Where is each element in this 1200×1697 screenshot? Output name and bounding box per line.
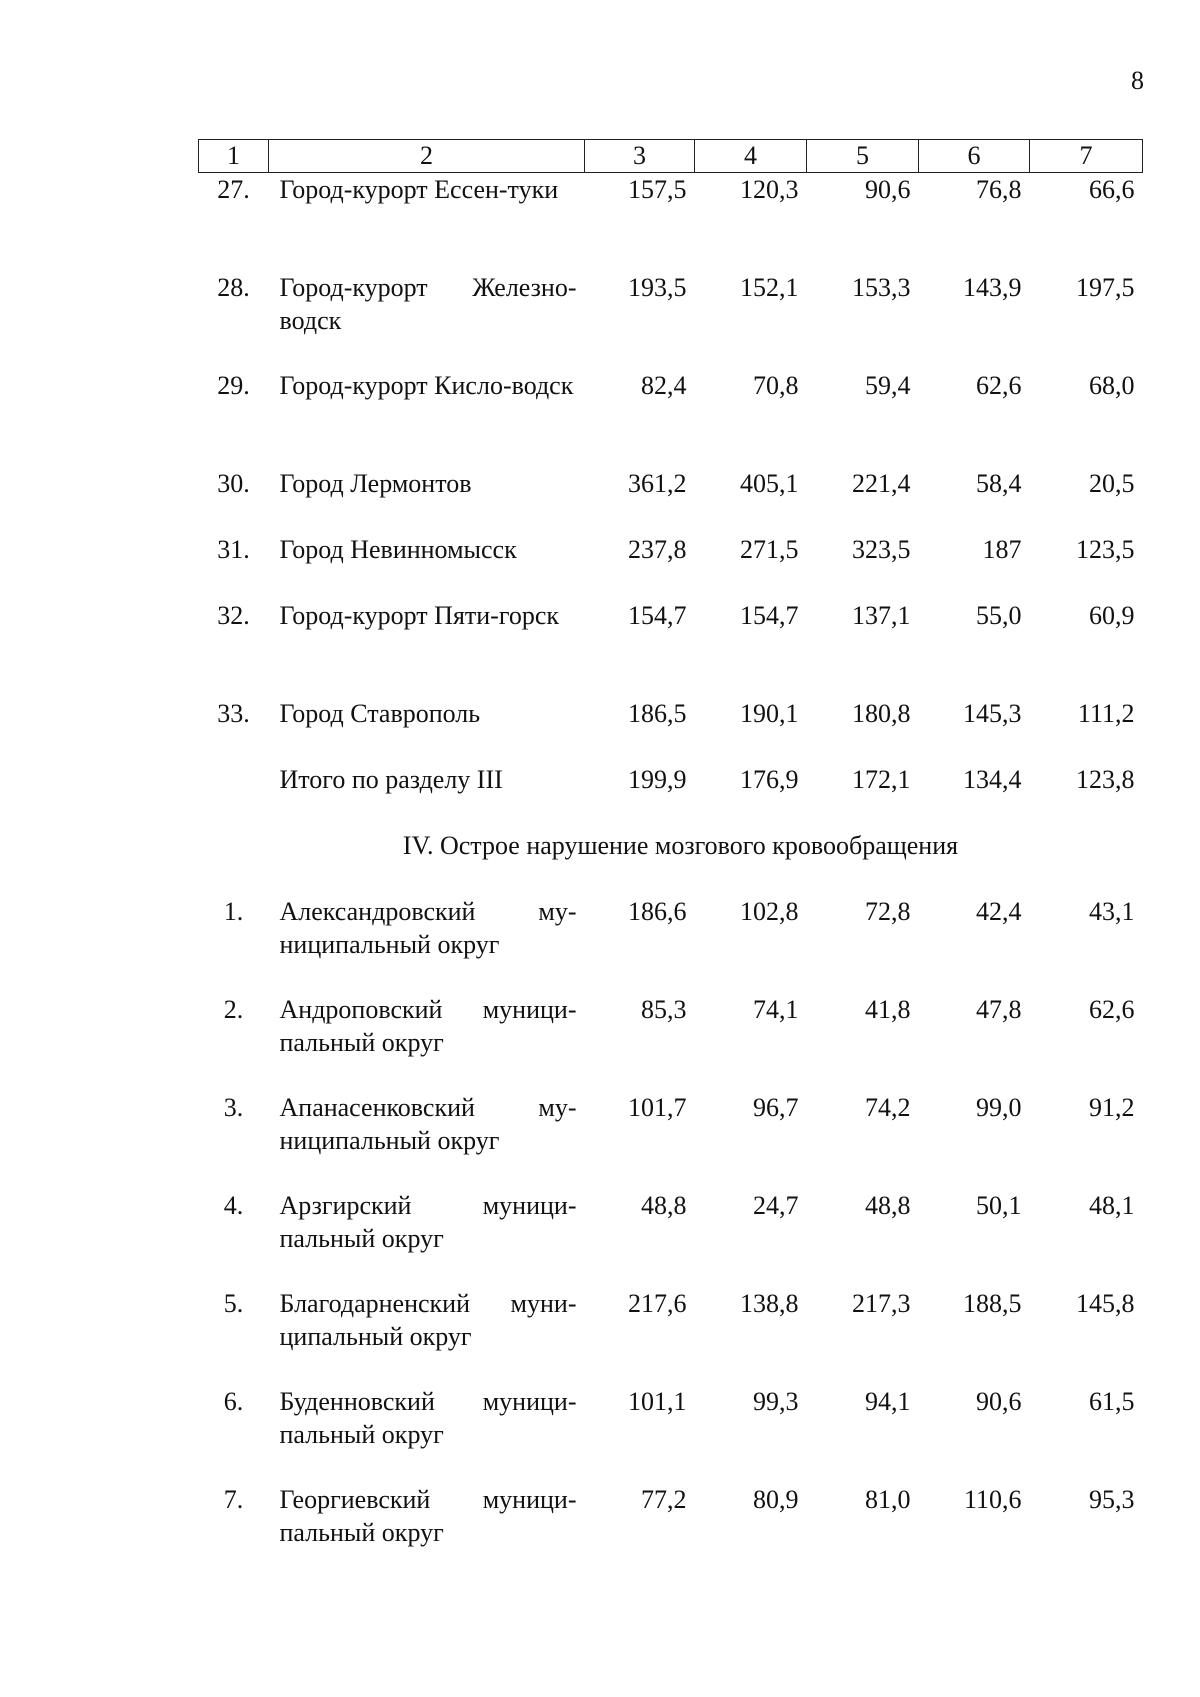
row-name: Итого по разделу III xyxy=(279,765,503,794)
column-header: 6 xyxy=(919,140,1030,173)
table-row xyxy=(199,1483,1143,1581)
row-number: 28. xyxy=(217,273,250,302)
row-value: 66,6 xyxy=(1089,175,1135,204)
row-number: 30. xyxy=(217,469,250,498)
row-value: 405,1 xyxy=(740,469,799,498)
table-row xyxy=(199,895,1143,993)
data-table-container xyxy=(198,139,1142,1581)
row-value: 217,6 xyxy=(628,1289,687,1318)
row-value: 90,6 xyxy=(976,1387,1022,1416)
row-name: Георгиевский муници-пальный округ xyxy=(279,1485,577,1547)
page-number: 8 xyxy=(1131,66,1144,95)
table-row xyxy=(199,173,1143,272)
row-number: 6. xyxy=(223,1387,244,1416)
row-number: 3. xyxy=(223,1093,244,1122)
column-header: 5 xyxy=(807,140,919,173)
row-name: Буденновский муници-пальный округ xyxy=(279,1387,577,1449)
row-value: 80,9 xyxy=(753,1485,799,1514)
data-table xyxy=(198,139,1143,1581)
row-value: 50,1 xyxy=(976,1191,1022,1220)
row-value: 90,6 xyxy=(865,175,911,204)
row-value: 172,1 xyxy=(852,765,911,794)
row-name: Андроповский муници-пальный округ xyxy=(279,995,577,1057)
row-value: 101,7 xyxy=(628,1093,687,1122)
row-value: 134,4 xyxy=(963,765,1022,794)
row-name: Александровский му-ниципальный округ xyxy=(279,897,577,959)
row-value: 180,8 xyxy=(852,699,911,728)
row-value: 154,7 xyxy=(740,601,799,630)
row-value: 62,6 xyxy=(976,371,1022,400)
row-value: 74,2 xyxy=(865,1093,911,1122)
row-name: Апанасенковский му-ниципальный округ xyxy=(279,1093,577,1155)
table-row xyxy=(199,533,1143,599)
row-value: 95,3 xyxy=(1089,1485,1135,1514)
table-row xyxy=(199,369,1143,467)
table-row xyxy=(199,599,1143,697)
row-value: 74,1 xyxy=(753,995,799,1024)
table-row xyxy=(199,271,1143,369)
row-value: 24,7 xyxy=(753,1191,799,1220)
row-value: 153,3 xyxy=(852,273,911,302)
row-value: 145,3 xyxy=(963,699,1022,728)
row-value: 70,8 xyxy=(753,371,799,400)
row-value: 176,9 xyxy=(740,765,799,794)
row-value: 101,1 xyxy=(628,1387,687,1416)
row-number: 4. xyxy=(223,1191,244,1220)
row-value: 193,5 xyxy=(628,273,687,302)
row-value: 60,9 xyxy=(1089,601,1135,630)
table-row xyxy=(199,1287,1143,1385)
row-value: 111,2 xyxy=(1077,699,1135,728)
row-value: 91,2 xyxy=(1089,1093,1135,1122)
row-number: 5. xyxy=(223,1289,244,1318)
row-value: 61,5 xyxy=(1089,1387,1135,1416)
column-header: 2 xyxy=(269,140,585,173)
row-value: 186,6 xyxy=(628,897,687,926)
row-value: 123,8 xyxy=(1076,765,1135,794)
row-name: Город Невинномысск xyxy=(279,535,517,564)
section-title-row xyxy=(199,829,1143,895)
row-value: 99,3 xyxy=(753,1387,799,1416)
row-value: 48,8 xyxy=(641,1191,687,1220)
row-value: 77,2 xyxy=(641,1485,687,1514)
row-value: 82,4 xyxy=(641,371,687,400)
row-value: 190,1 xyxy=(740,699,799,728)
table-header-row xyxy=(199,140,1143,173)
row-value: 58,4 xyxy=(976,469,1022,498)
row-value: 20,5 xyxy=(1089,469,1135,498)
row-name: Арзгирский муници-пальный округ xyxy=(279,1191,577,1253)
row-number: 27. xyxy=(217,175,250,204)
row-value: 110,6 xyxy=(963,1485,1022,1514)
row-value: 323,5 xyxy=(852,535,911,564)
row-value: 199,9 xyxy=(628,765,687,794)
row-value: 120,3 xyxy=(740,175,799,204)
row-number: 1. xyxy=(223,897,244,926)
row-number: 31. xyxy=(217,535,250,564)
row-value: 197,5 xyxy=(1076,273,1135,302)
row-value: 102,8 xyxy=(740,897,799,926)
row-value: 221,4 xyxy=(852,469,911,498)
row-value: 157,5 xyxy=(628,175,687,204)
row-value: 99,0 xyxy=(976,1093,1022,1122)
table-row xyxy=(199,1385,1143,1483)
table-row-total xyxy=(199,763,1143,829)
row-value: 237,8 xyxy=(628,535,687,564)
row-value: 72,8 xyxy=(865,897,911,926)
row-value: 137,1 xyxy=(852,601,911,630)
table-row xyxy=(199,1189,1143,1287)
row-value: 47,8 xyxy=(976,995,1022,1024)
column-header: 3 xyxy=(585,140,695,173)
row-name: Благодарненский муни-ципальный округ xyxy=(279,1289,577,1351)
row-name: Город Лермонтов xyxy=(279,469,472,498)
table-row xyxy=(199,993,1143,1091)
row-value: 55,0 xyxy=(976,601,1022,630)
row-number: 29. xyxy=(217,371,250,400)
row-name: Город-курорт Кисло-водск xyxy=(279,371,574,400)
row-name: Город Ставрополь xyxy=(279,699,481,728)
row-number: 7. xyxy=(223,1485,244,1514)
column-header: 7 xyxy=(1030,140,1143,173)
row-value: 59,4 xyxy=(865,371,911,400)
table-row xyxy=(199,467,1143,533)
section-title: IV. Острое нарушение мозгового кровообращения xyxy=(402,831,959,860)
row-number: 32. xyxy=(217,601,250,630)
row-value: 187 xyxy=(982,535,1022,564)
row-value: 217,3 xyxy=(852,1289,911,1318)
row-value: 43,1 xyxy=(1089,897,1135,926)
row-value: 42,4 xyxy=(976,897,1022,926)
row-value: 271,5 xyxy=(740,535,799,564)
row-number xyxy=(199,763,269,829)
row-value: 48,1 xyxy=(1089,1191,1135,1220)
row-value: 68,0 xyxy=(1089,371,1135,400)
row-name: Город-курорт Железно-водск xyxy=(279,273,577,335)
table-row xyxy=(199,1091,1143,1189)
row-name: Город-курорт Пяти-горск xyxy=(279,601,560,630)
row-value: 361,2 xyxy=(628,469,687,498)
row-number: 2. xyxy=(223,995,244,1024)
table-row xyxy=(199,697,1143,763)
row-value: 94,1 xyxy=(865,1387,911,1416)
row-value: 152,1 xyxy=(740,273,799,302)
row-number: 33. xyxy=(217,699,250,728)
row-name: Город-курорт Ессен-туки xyxy=(279,175,559,204)
row-value: 186,5 xyxy=(628,699,687,728)
row-value: 188,5 xyxy=(963,1289,1022,1318)
row-value: 143,9 xyxy=(963,273,1022,302)
row-value: 145,8 xyxy=(1076,1289,1135,1318)
row-value: 41,8 xyxy=(865,995,911,1024)
row-value: 81,0 xyxy=(865,1485,911,1514)
row-value: 85,3 xyxy=(641,995,687,1024)
row-value: 154,7 xyxy=(628,601,687,630)
row-value: 62,6 xyxy=(1089,995,1135,1024)
row-value: 138,8 xyxy=(740,1289,799,1318)
row-value: 48,8 xyxy=(865,1191,911,1220)
row-value: 123,5 xyxy=(1076,535,1135,564)
row-value: 96,7 xyxy=(753,1093,799,1122)
column-header: 4 xyxy=(695,140,807,173)
column-header: 1 xyxy=(199,140,269,173)
row-value: 76,8 xyxy=(976,175,1022,204)
